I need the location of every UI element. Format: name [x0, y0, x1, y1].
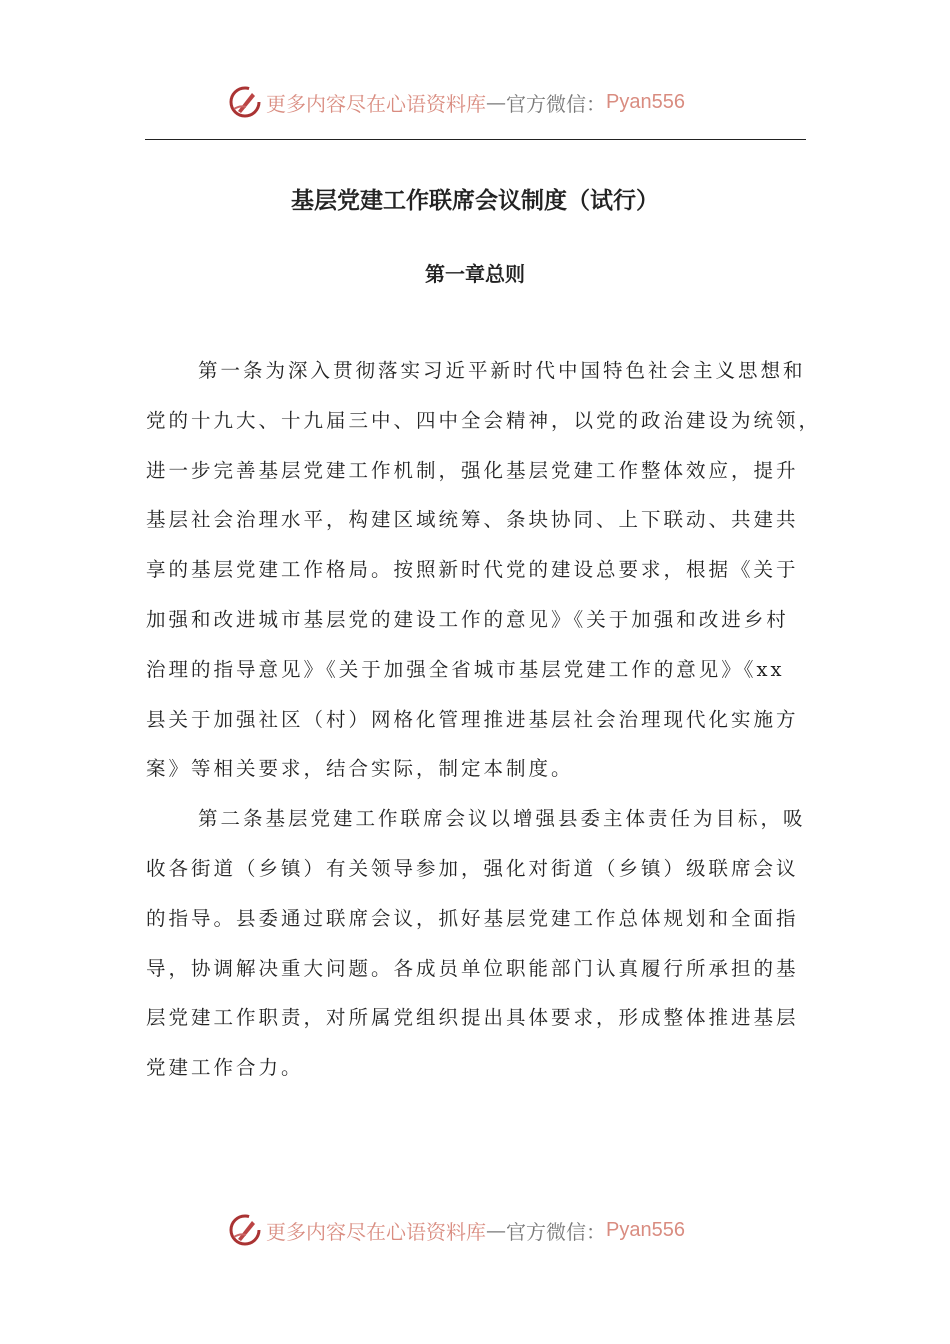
text-line: 层党建工作职责，对所属党组织提出具体要求，形成整体推进基层	[146, 1006, 799, 1030]
watermark-footer	[228, 1210, 685, 1250]
text-line: 治理的指导意见》《关于加强全省城市基层党建工作的意见》《xx	[146, 657, 785, 681]
text-line: 党的十九大、十九届三中、四中全会精神，以党的政治建设为统领，	[146, 408, 822, 432]
text-line: 第一条为深入贯彻落实习近平新时代中国特色社会主义思想和	[198, 359, 806, 382]
text-line: 导，协调解决重大问题。各成员单位职能部门认真履行所承担的基	[146, 956, 799, 980]
text-line: 的指导。县委通过联席会议，抓好基层党建工作总体规划和全面指	[146, 906, 799, 930]
watermark-label: 官方微信：	[506, 1219, 606, 1244]
watermark-account: Pyan556	[606, 1218, 685, 1241]
text-line: 基层社会治理水平，构建区域统筹、条块协同、上下联动、共建共	[146, 508, 799, 532]
text-line: 收各街道（乡镇）有关领导参加，强化对街道（乡镇）级联席会议	[146, 856, 799, 880]
watermark-dash: —	[486, 1218, 506, 1242]
text-line: 案》等相关要求，结合实际，制定本制度。	[146, 757, 574, 781]
text-line: 进一步完善基层党建工作机制，强化基层党建工作整体效应，提升	[146, 458, 799, 482]
text-line: 享的基层党建工作格局。按照新时代党的建设总要求，根据《关于	[146, 558, 799, 582]
text-line: 加强和改进城市基层党的建设工作的意见》《关于加强和改进乡村	[146, 607, 789, 631]
document-body	[146, 357, 846, 1104]
text-line: 党建工作合力。	[146, 1056, 304, 1080]
watermark-account: Pyan556	[606, 90, 685, 113]
text-line: 第二条基层党建工作联席会议以增强县委主体责任为目标，吸	[198, 807, 806, 831]
pen-logo-icon	[228, 1213, 262, 1247]
chapter-heading: 第一章总则	[425, 262, 525, 286]
watermark-header	[228, 82, 685, 122]
document-title: 基层党建工作联席会议制度（试行）	[291, 187, 659, 214]
watermark-site: 更多内容尽在心语资料库	[266, 1219, 486, 1244]
text-line: 县关于加强社区（村）网格化管理推进基层社会治理现代化实施方	[146, 707, 799, 731]
watermark-label: 官方微信：	[506, 91, 606, 116]
pen-logo-icon	[228, 85, 262, 119]
watermark-dash: —	[486, 90, 506, 114]
header-divider	[145, 139, 806, 140]
watermark-site: 更多内容尽在心语资料库	[266, 91, 486, 116]
